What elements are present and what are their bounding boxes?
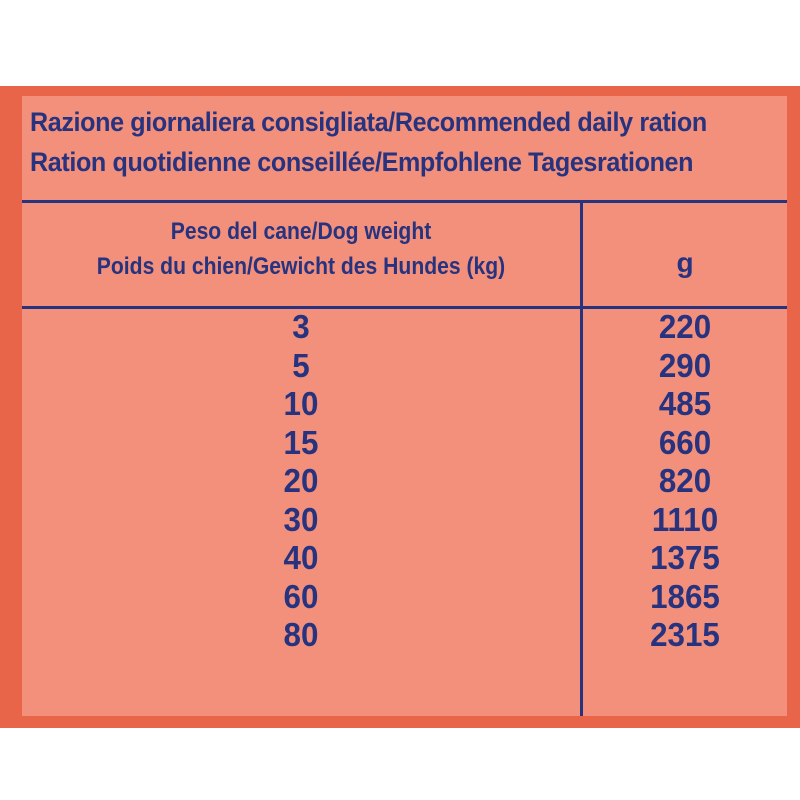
weight-cell: 60	[283, 577, 319, 615]
grams-cell: 290	[658, 346, 712, 384]
weight-cell: 3	[292, 308, 310, 345]
weight-cell: 15	[283, 423, 319, 461]
grams-header: g	[676, 247, 694, 278]
grams-cell: 1375	[650, 539, 720, 576]
weight-column	[22, 308, 580, 655]
weight-cell: 40	[283, 539, 319, 576]
ration-panel	[0, 86, 800, 728]
header-top-divider	[22, 200, 787, 203]
dog-weight-header-line-1: Peso del cane/Dog weight	[170, 218, 432, 245]
dog-weight-header	[55, 214, 546, 284]
grams-cell: 1865	[650, 577, 720, 615]
grams-cell: 820	[658, 462, 712, 499]
grams-cell: 1110	[651, 500, 719, 538]
grams-column	[583, 308, 787, 655]
weight-cell: 80	[283, 616, 319, 653]
weight-cell: 20	[283, 462, 319, 499]
ration-title	[30, 102, 732, 182]
ration-table-card	[22, 96, 787, 716]
grams-cell: 485	[658, 385, 712, 422]
weight-cell: 30	[283, 500, 319, 538]
weight-cell: 10	[283, 385, 319, 422]
grams-cell: 660	[658, 423, 712, 461]
title-line-1: Razione giornaliera consigliata/Recommended daily ration	[30, 107, 707, 137]
grams-cell: 2315	[650, 616, 720, 653]
title-line-2: Ration quotidienne conseillée/Empfohlene Tagesrationen	[30, 147, 694, 177]
weight-cell: 5	[292, 346, 310, 384]
dog-weight-header-line-2: Poids du chien/Gewicht des Hundes (kg)	[96, 253, 506, 280]
grams-cell: 220	[658, 308, 712, 345]
